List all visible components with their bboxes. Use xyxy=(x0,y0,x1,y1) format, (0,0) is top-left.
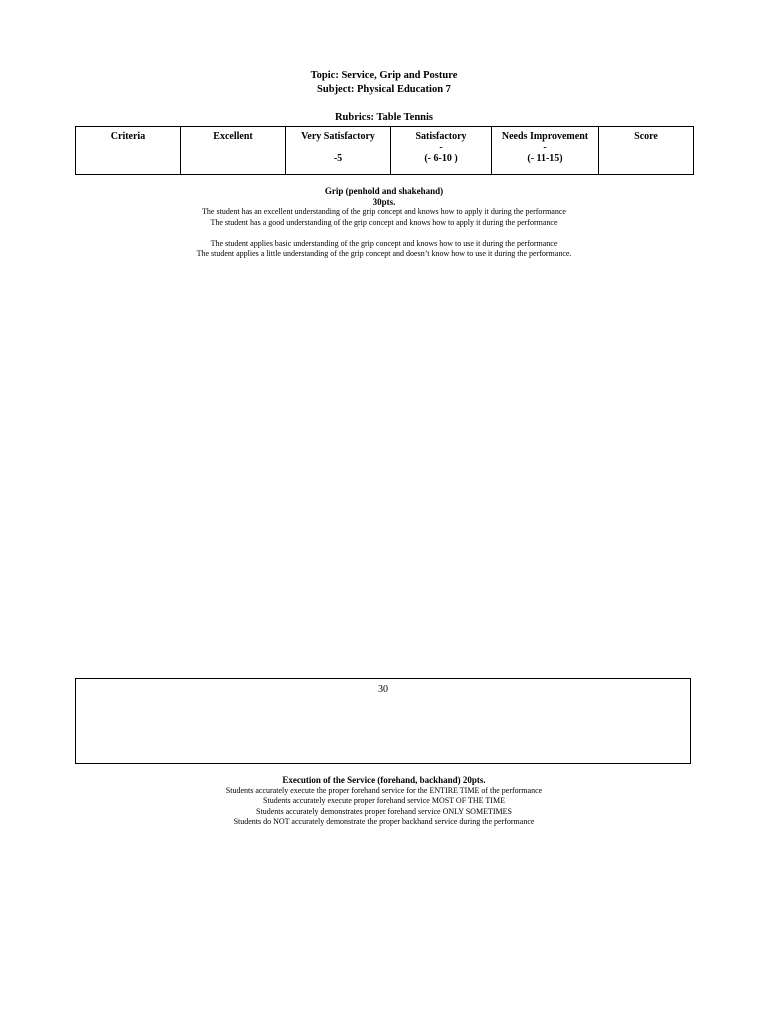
subject-line: Subject: Physical Education 7 xyxy=(317,84,451,95)
execution-section xyxy=(0,775,768,828)
rubric-table xyxy=(75,126,694,175)
column-range: (- 6-10 ) xyxy=(424,153,458,164)
rubric-title: Rubrics: Table Tennis xyxy=(334,112,434,123)
grip-section xyxy=(0,186,768,260)
rubric-col-excellent xyxy=(181,127,286,175)
grip-descriptor-excellent: The student has an excellent understanding of the grip concept and knows how to apply it during the performance xyxy=(202,207,566,216)
rubric-col-very-satisfactory xyxy=(286,127,391,175)
grip-score-value: 30 xyxy=(378,684,388,695)
rubric-col-score xyxy=(599,127,694,175)
grip-descriptor-needs-improvement: The student applies a little understanding of the grip concept and doesn’t know how to use it during the performance. xyxy=(196,249,572,258)
rubric-col-needs-improvement xyxy=(492,127,599,175)
topic-line: Topic: Service, Grip and Posture xyxy=(310,70,458,81)
execution-title: Execution of the Service (forehand, backhand) 20pts. xyxy=(282,775,486,785)
column-label: Score xyxy=(634,131,658,142)
blank-line xyxy=(288,142,388,153)
grip-descriptor-very-satisfactory: The student has a good understanding of the grip concept and knows how to apply it during the performance xyxy=(210,217,558,227)
grip-score-box xyxy=(75,678,691,764)
column-dash: - xyxy=(439,142,443,153)
grip-title: Grip (penhold and shakehand) xyxy=(324,186,444,196)
execution-descriptor-needs-improvement: Students do NOT accurately demonstrate the proper backhand service during the performance xyxy=(233,817,535,826)
grip-points: 30pts. xyxy=(372,196,396,207)
column-range: (- 11-15) xyxy=(527,153,563,164)
execution-descriptor-excellent: Students accurately execute the proper forehand service for the ENTIRE TIME of the performance xyxy=(225,785,543,795)
blank-line xyxy=(0,228,768,239)
column-label: Criteria xyxy=(110,131,146,142)
column-label: Very Satisfactory xyxy=(301,131,375,142)
column-range: -5 xyxy=(333,153,343,164)
column-dash: - xyxy=(543,142,547,153)
grip-descriptor-satisfactory: The student applies basic understanding of the grip concept and knows how to use it during the performance xyxy=(210,238,558,248)
rubric-col-criteria xyxy=(76,127,181,175)
column-label: Excellent xyxy=(213,131,253,142)
column-label: Satisfactory xyxy=(415,131,467,142)
execution-descriptor-satisfactory: Students accurately demonstrates proper forehand service ONLY SOMETIMES xyxy=(256,806,512,816)
execution-descriptor-very-satisfactory: Students accurately execute proper forehand service MOST OF THE TIME xyxy=(263,796,505,805)
column-label: Needs Improvement xyxy=(501,131,589,142)
document-heading xyxy=(0,69,768,97)
rubric-col-satisfactory xyxy=(391,127,492,175)
rubric-header-row xyxy=(76,127,694,175)
